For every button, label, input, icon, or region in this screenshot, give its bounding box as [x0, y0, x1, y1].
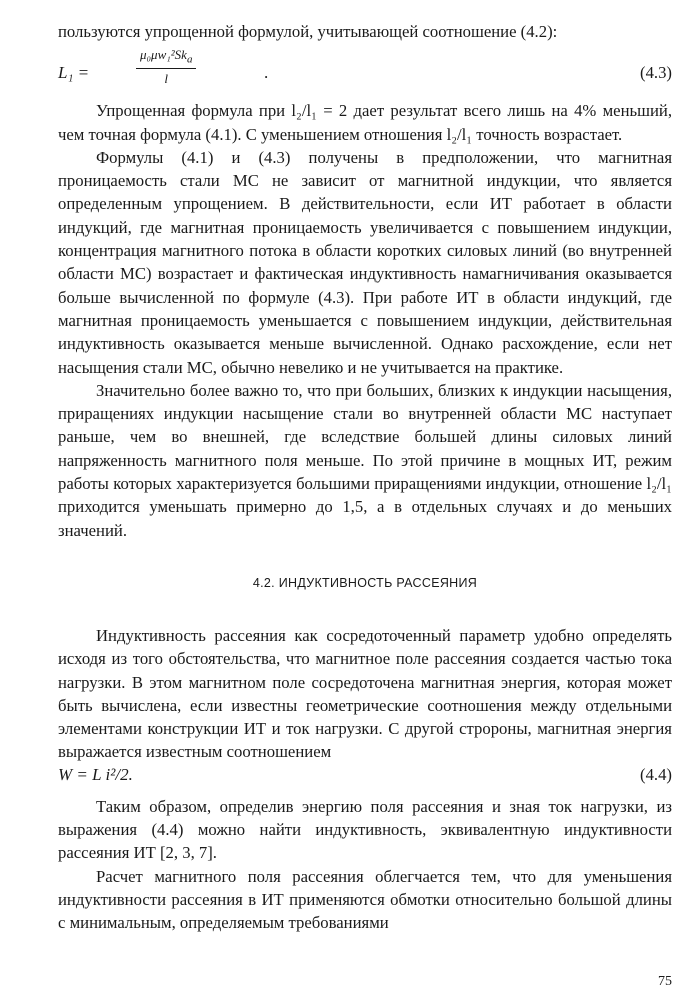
formula-4-4-expression: W = L i²/2. [58, 764, 133, 784]
formula-4-3-numerator [136, 47, 196, 69]
formula-4-3-period: . [264, 63, 269, 83]
formula-4-3-numerator-sub: a [186, 53, 193, 66]
section-heading: 4.2. ИНДУКТИВНОСТЬ РАССЕЯНИЯ [252, 575, 478, 590]
formula-4-3-denominator: l [164, 70, 169, 86]
formula-4-3 [58, 47, 672, 93]
page-number: 75 [658, 974, 672, 989]
paragraph-7: Расчет магнитного поля рассеяния облегчается тем, что для уменьшения индуктивности рассеяния в ИТ применяются обмотки относительно большой длины с минимальным, определяемым требованиями [58, 866, 672, 933]
formula-4-4 [58, 765, 672, 791]
formula-4-3-fraction [136, 47, 196, 87]
paragraph-5: Индуктивность рассеяния как сосредоточенный параметр удобно определять исходя из того обстоятельства, что магнитное поле рассеяния создается частью тока нагрузки. В этом магнитном поле сосредоточена магнитная энергия, которая может быть вычислена, если известны геометрические соотношения между отдельными элементами конструкции ИТ и ток нагрузки. С другой стророны, магнитная энергия выражается известным соотношением [58, 625, 672, 762]
formula-4-3-numerator-text: μ₀μw₁²Sk [140, 47, 187, 63]
paragraph-4: Значительно более важно то, что при больших, близких к индукции насыщения, приращениях индукции насыщение стали во внутренней области МС наступает раньше, чем во внешней, где вследствие большей длины силовых линий напряженность магнитного поля меньше. По этой причине в мощных ИТ, режим работы которых характеризуется большими приращениями индукции, отношение l₂/l₁ приходится уменьшать примерно до 1,5, а в отдельных случаях и до меньших значений. [58, 380, 672, 540]
formula-4-3-number: (4.3) [640, 63, 672, 83]
paragraph-1: пользуются упрощенной формулой, учитывающей соотношение (4.2): [58, 22, 558, 41]
paragraph-6: Таким образом, определив энергию поля рассеяния и зная ток нагрузки, из выражения (4.4) можно найти индуктивность, эквивалентную индуктивности рассеяния ИТ [2, 3, 7]. [58, 796, 672, 863]
paragraph-3: Формулы (4.1) и (4.3) получены в предположении, что магнитная проницаемость стали МС не зависит от магнитной индукции, что является определенным упрощением. В действительности, если ИТ работает в области индукций, где магнитная проницаемость увеличивается с повышением индукции, концентрация магнитного потока в области коротких силовых линий (во внутренней области МС) возрастает и фактическая индуктивность намагничивания оказывается больше вычисленной по формуле (4.3). При работе ИТ в области индукций, где магнитная проницаемость уменьшается с повышением индукции, действительная индуктивность оказывается меньше вычисленной. Однако расхождение, если нет насыщения стали МС, обычно невелико и не учитывается на практике. [58, 147, 672, 377]
paragraph-2: Упрощенная формула при l₂/l₁ = 2 дает результат всего лишь на 4% меньший, чем точная формула (4.1). С уменьшением отношения l₂/l₁ точность возрастает. [58, 101, 672, 144]
formula-4-3-lhs: L₁ = [58, 63, 90, 83]
page-body [58, 20, 672, 935]
formula-4-4-number: (4.4) [640, 764, 672, 784]
